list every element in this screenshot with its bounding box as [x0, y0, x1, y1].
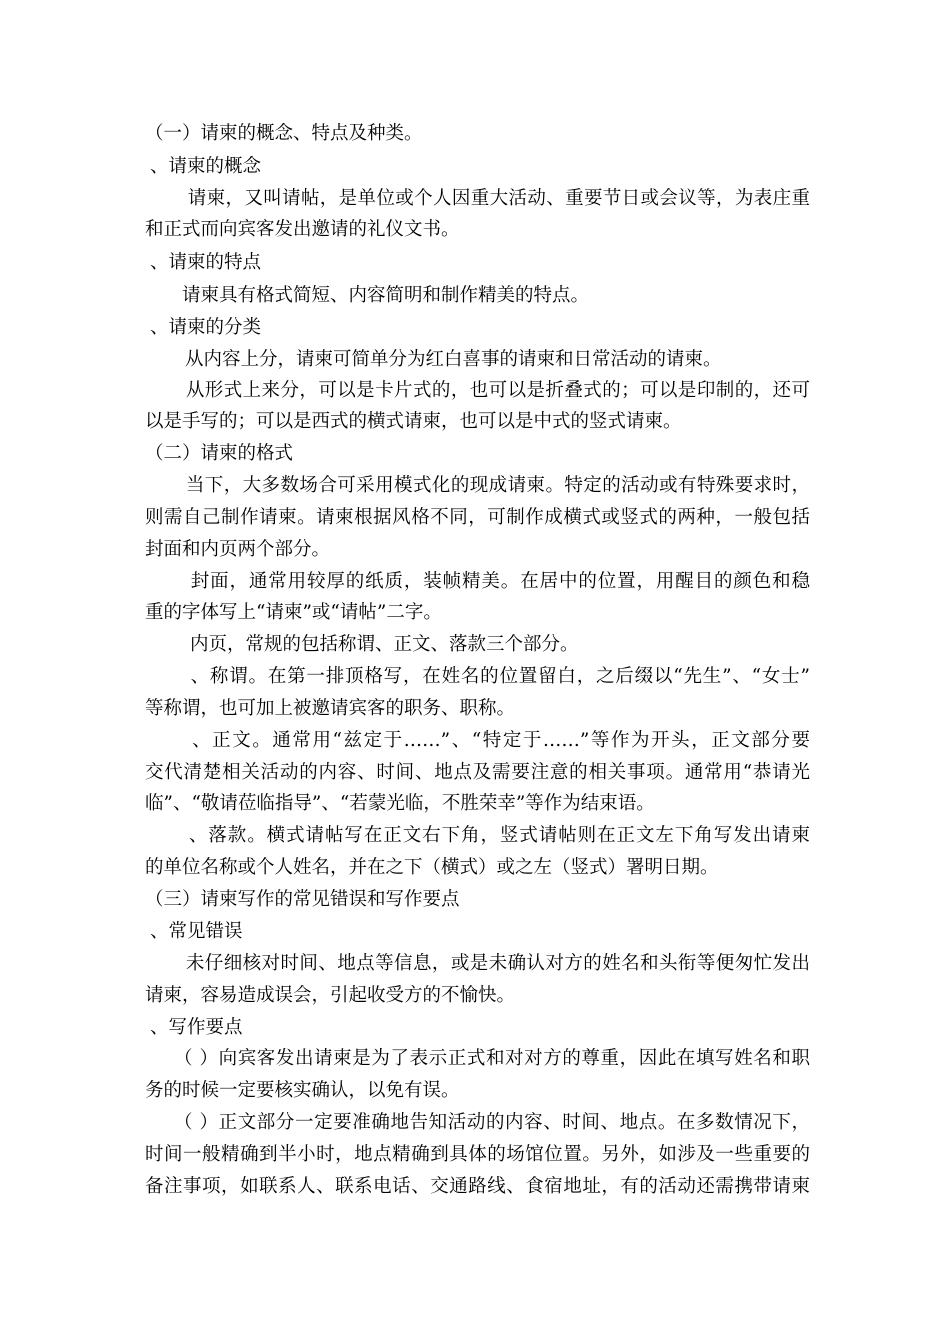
subheading: 、请柬的特点 [150, 252, 262, 273]
subheading: 、请柬的分类 [150, 317, 262, 338]
paragraph-line: 则需自己制作请柬。请柬根据风格不同，可制作成横式或竖式的两种，一般包括 [145, 507, 810, 528]
paragraph-line: 从形式上来分，可以是卡片式的，也可以是折叠式的；可以是印制的，还可 [148, 380, 810, 401]
paragraph-line: 务的时候一定要核实确认，以免有误。 [145, 1080, 460, 1101]
subheading: 、请柬的概念 [150, 156, 262, 177]
subheading: 、常见错误 [150, 921, 243, 942]
paragraph-line: 的单位名称或个人姓名，并在之下（横式）或之左（竖式）署明日期。 [145, 857, 719, 878]
paragraph-line: 等称谓，也可加上被邀请宾客的职务、职称。 [145, 698, 516, 719]
section-heading-3: （三）请柬写作的常见错误和写作要点 [145, 889, 460, 910]
section-heading-2: （二）请柬的格式 [145, 443, 294, 464]
paragraph-line: 内页，常规的包括称谓、正文、落款三个部分。 [153, 634, 579, 655]
paragraph-line: （ ）正文部分一定要准确地告知活动的内容、时间、地点。在多数情况下， [145, 1112, 810, 1133]
paragraph-line: 和正式而向宾客发出邀请的礼仪文书。 [145, 219, 460, 240]
paragraph-line: 、称谓。在第一排顶格写，在姓名的位置留白，之后缀以“先生”、“女士” [152, 666, 810, 687]
paragraph-line: 请柬，容易造成误会，引起收受方的不愉快。 [145, 985, 516, 1006]
paragraph-line: 以是手写的；可以是西式的横式请柬，也可以是中式的竖式请柬。 [145, 411, 682, 432]
paragraph-line: 请柬具有格式简短、内容简明和制作精美的特点。 [145, 285, 590, 306]
paragraph-line: 未仔细核对时间、地点等信息，或是未确认对方的姓名和头衔等便匆忙发出 [148, 953, 810, 974]
paragraph-line: 当下，大多数场合可采用模式化的现成请柬。特定的活动或有特殊要求时， [148, 475, 810, 496]
paragraph-line: 临”、“敬请莅临指导”、“若蒙光临，不胜荣幸”等作为结束语。 [145, 793, 655, 814]
paragraph-line: 交代清楚相关活动的内容、时间、地点及需要注意的相关事项。通常用“恭请光 [145, 762, 810, 783]
paragraph-line: 、落款。横式请帖写在正文右下角，竖式请帖则在正文左下角写发出请柬 [150, 825, 810, 846]
paragraph-line: 请柬，又叫请帖，是单位或个人因重大活动、重要节日或会议等，为表庄重 [150, 188, 810, 209]
paragraph-line: 从内容上分，请柬可简单分为红白喜事的请柬和日常活动的请柬。 [148, 349, 722, 370]
subheading: 、写作要点 [150, 1017, 243, 1038]
section-heading-1: （一）请柬的概念、特点及种类。 [145, 123, 423, 144]
paragraph-line: 时间一般精确到半小时，地点精确到具体的场馆位置。另外，如涉及一些重要的 [145, 1144, 810, 1165]
paragraph-line: 封面和内页两个部分。 [145, 539, 331, 560]
paragraph-line: 封面，通常用较厚的纸质，装帧精美。在居中的位置，用醒目的颜色和稳 [152, 571, 810, 592]
paragraph-line: （ ）向宾客发出请柬是为了表示正式和对对方的尊重，因此在填写姓名和职 [145, 1048, 810, 1069]
paragraph-line: 备注事项，如联系人、联系电话、交通路线、食宿地址，有的活动还需携带请柬 [145, 1176, 810, 1197]
paragraph-line: 、正文。通常用“兹定于……”、“特定于……”等作为开头，正文部分要 [152, 730, 810, 751]
paragraph-line: 重的字体写上“请柬”或“请帖”二字。 [145, 602, 442, 623]
